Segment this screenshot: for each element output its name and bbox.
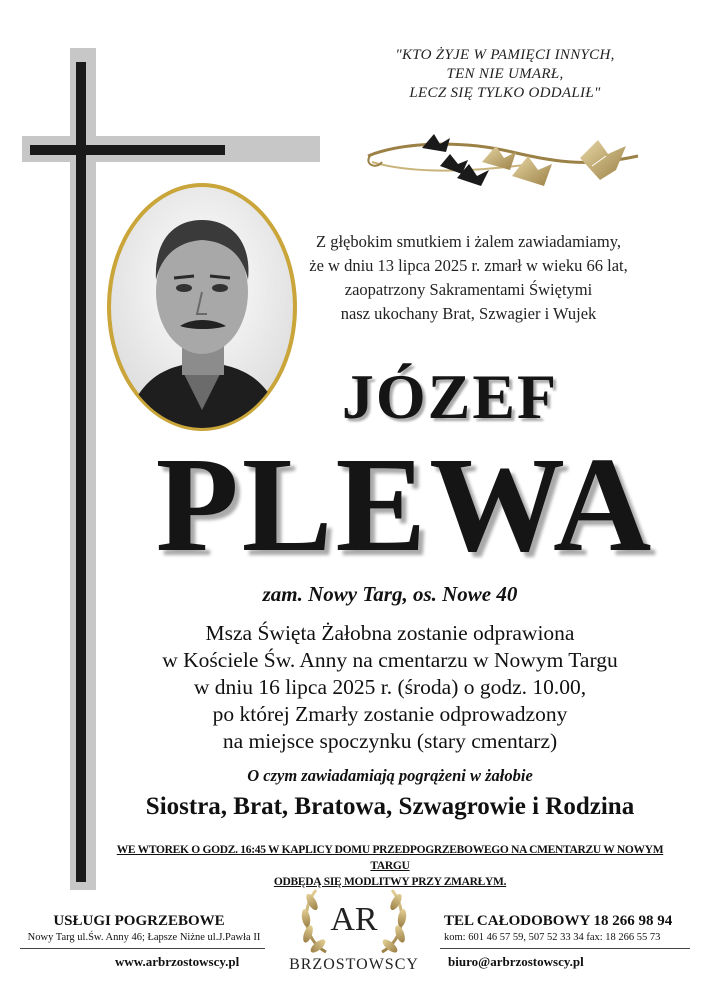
deceased-surname: PLEWA: [155, 430, 655, 580]
footer-website-link[interactable]: www.arbrzostowscy.pl: [115, 954, 240, 969]
footer-divider-left: [20, 948, 265, 949]
mourners-list: Siostra, Brat, Bratowa, Szwagrowie i Rodzina: [145, 793, 635, 820]
mass-line: w Kościele Św. Anny na cmentarzu w Nowym Targu: [162, 648, 618, 672]
residence-address: zam. Nowy Targ, os. Nowe 40: [262, 582, 518, 606]
footer-divider-right: [440, 948, 690, 949]
mourners-intro: O czym zawiadamiają pogrążeni w żałobie: [247, 766, 533, 785]
announcement-text: [306, 230, 631, 326]
quote-line: TEN NIE UMARŁ,: [446, 66, 564, 82]
intro-line: Z głębokim smutkiem i żalem zawiadamiamy,: [315, 232, 621, 251]
funeral-mass-details: [110, 620, 670, 755]
vine-leaves-icon: [362, 126, 644, 198]
mass-line: po której Zmarły zostanie odprowadzony: [212, 702, 568, 726]
notice-line: ODBĘDĄ SIĘ MODLITWY PRZY ZMARŁYM.: [273, 876, 507, 888]
mass-line: Msza Święta Żałobna zostanie odprawiona: [205, 621, 575, 645]
intro-line: że w dniu 13 lipca 2025 r. zmarł w wieku 66 lat,: [309, 256, 628, 275]
intro-line: zaopatrzony Sakramentami Świętymi: [344, 280, 593, 299]
footer-phone-title: TEL CAŁODOBOWY 18 266 98 94: [444, 913, 673, 929]
quote-line: LECZ SIĘ TYLKO ODDALIŁ": [409, 85, 601, 101]
cross-bar: [30, 145, 225, 155]
logo-company-name: BRZOSTOWSCY: [289, 956, 419, 973]
intro-line: nasz ukochany Brat, Szwagier i Wujek: [340, 304, 597, 323]
memorial-quote: [340, 46, 670, 103]
deceased-first-name: JÓZEF: [341, 361, 559, 432]
footer-email-link[interactable]: biuro@arbrzostowscy.pl: [448, 954, 584, 969]
footer-phone-numbers: kom: 601 46 57 59, 507 52 33 34 fax: 18 266 55 73: [444, 932, 661, 943]
mass-line: w dniu 16 lipca 2025 r. (środa) o godz. 10.00,: [193, 675, 587, 699]
logo-initials: AR: [330, 901, 378, 938]
cross-icon: [76, 62, 86, 882]
footer-address: Nowy Targ ul.Św. Anny 46; Łapsze Niżne ul.J.Pawła II: [27, 932, 261, 943]
notice-line: WE WTOREK O GODZ. 16:45 W KAPLICY DOMU PRZEDPOGRZEBOWEGO NA CMENTARZU W NOWYM TARGU: [116, 844, 664, 872]
footer-company-title: USŁUGI POGRZEBOWE: [53, 913, 225, 929]
mass-line: na miejsce spoczynku (stary cmentarz): [222, 729, 558, 753]
quote-line: "KTO ŻYJE W PAMIĘCI INNYCH,: [395, 47, 615, 63]
